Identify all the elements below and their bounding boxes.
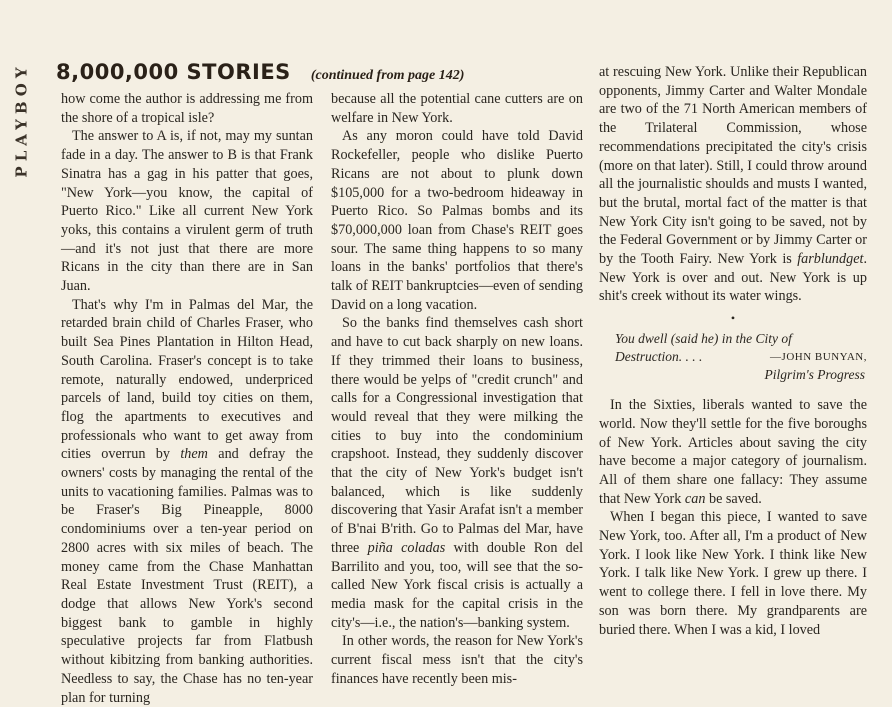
emphasis: farblundget [797, 251, 864, 268]
continuation-note: (continued from page 142) [310, 68, 465, 83]
paragraph: how come the author is addressing me from the shore of a tropical isle? [61, 91, 313, 126]
epigraph-line: You dwell (said he) in the City of [615, 331, 792, 347]
paragraph: In other words, the reason for New York's current fiscal mess isn't that the city's finances have recently been mis- [331, 633, 583, 687]
section-break-bullet: • [730, 311, 736, 326]
text-column-1 [61, 90, 313, 707]
text-column-3 [599, 63, 867, 639]
paragraph: at rescuing New York. Unlike their Republican opponents, Jimmy Carter and Walter Mondale are two of the 71 North American members of the Trilateral Commission, whose recommendations precipitated the city's crisis (more on that later). Still, I could throw around all the journalistic shoulds and musts I wanted, but the brutal, mortal fact of the matter is that New York City isn't going to be saved, not by the Federal Government or by Jimmy Carter or by the Tooth Fairy. New York is farblundget. New York is over and out. New York is up shit's creek without its water wings. [599, 64, 867, 305]
epigraph-source: Pilgrim's Progress [764, 367, 865, 383]
paragraph: The answer to A is, if not, may my suntan fade in a day. The answer to B is that Frank Sinatra has a gag in his patter that goes, "New York—you know, the capital of Puerto Rico." Like all current New York yoks, this contains a virulent germ of truth—and it's not just that there are more Ricans in the city than there are in San Juan. [61, 128, 313, 295]
paragraph: As any moron could have told David Rockefeller, people who dislike Puerto Ricans are not about to plunk down $105,000 for a two-bedroom hideaway in Puerto Rico. So Palmas bombs and its $70,000,000 loan from Chase's REIT goes sour. The same thing happens to so many loans in the banks' portfolios that there's talk of REIT bankruptcies—even of sending David on a long vacation. [331, 128, 583, 313]
article-headline [56, 60, 464, 84]
paragraph: When I began this piece, I wanted to save New York, too. After all, I'm a product of New York. I look like New York. I think like New York. I talk like New York. I grew up there. I went to college there. I fell in love there. My son was born there. My grandparents are buried there. When I was a kid, I loved [599, 509, 867, 638]
paragraph: That's why I'm in Palmas del Mar, the retarded brain child of Charles Fraser, who built Sea Pines Plantation in Hilton Head, South Carolina. Fraser's concept is to take remote, naturally endowed, underpriced parcels of land, build toy cities on them, flog the apartments to executives and professionals who want to get away from cities overrun by them and defray the owners' costs by managing the rental of the units to vacationing families. Palmas was to be Fraser's Big Pineapple, 8000 condominiums over a ten-year period on 2800 acres with six miles of beach. The money came from the Chase Manhattan Real Estate Investment Trust (REIT), a dodge that allows New York's second biggest bank to gamble in highly speculative projects far from Flatbush without kibitzing from banking authorities. Needless to say, the Chase has no ten-year plan for turning [61, 296, 314, 706]
magazine-name: PLAYBOY [13, 62, 31, 178]
emphasis: can [684, 490, 706, 507]
text-column-2 [331, 90, 583, 689]
paragraph: So the banks find themselves cash short and have to cut back sharply on new loans. If they trimmed their loans to business, there would be yelps of "credit crunch" and calls for a Congressional investigation that would reveal that they were milking the cities to buy into the condominium crapshoot. Instead, they suddenly discover that the city of New York's budget isn't balanced, which is like suddenly discovering that Yasir Arafat isn't a member of B'nai B'rith. Go to Palmas del Mar, have three piña coladas with double Ron del Barrilito and you, too, will see that the so-called New York fiscal crisis is actually a media mask for the capital crisis in the city's—i.e., the nation's—banking system. [331, 315, 584, 631]
epigraph-author: —JOHN BUNYAN, [770, 351, 867, 364]
epigraph [599, 330, 867, 384]
article-title: 8,000,000 STORIES [56, 60, 291, 84]
emphasis: piña coladas [367, 539, 446, 556]
paragraph: because all the potential cane cutters are on welfare in New York. [331, 91, 583, 126]
magazine-spine-label [11, 30, 33, 210]
emphasis: them [180, 446, 208, 463]
epigraph-line: Destruction. . . . [615, 349, 703, 365]
paragraph: In the Sixties, liberals wanted to save the world. Now they'll settle for the five boroughs of New York. Articles about saving the city have become a major category of journalism. All of them share one fallacy: They assume that New York can be saved. [599, 397, 867, 507]
